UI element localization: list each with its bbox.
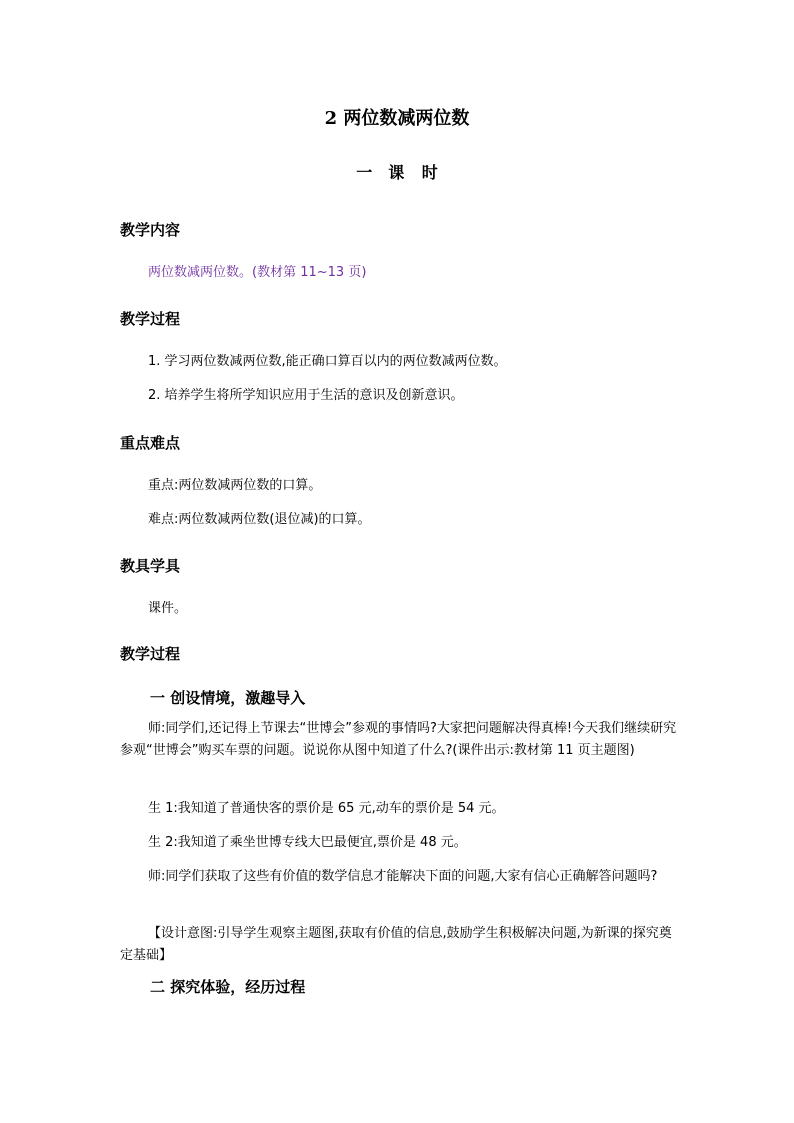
process-heading: 教学过程 xyxy=(120,645,181,663)
goal-item-1: 1. 学习两位数减两位数,能正确口算百以内的两位数减两位数。 xyxy=(148,354,507,369)
lesson-subtitle: 一 课 时 xyxy=(356,163,438,182)
goal-item-2: 2. 培养学生将所学知识应用于生活的意识及创新意识。 xyxy=(148,388,464,403)
step-2-heading: 二 探究体验，经历过程 xyxy=(150,978,306,996)
student-1-paragraph: 生 1:我知道了普通快客的票价是 65 元,动车的票价是 54 元。 xyxy=(148,801,505,816)
teacher-paragraph-1: 师:同学们,还记得上节课去“世博会”参观的事情吗?大家把问题解决得真棒!今天我们继续研究参观“世博会”购买车票的问题。说说你从图中知道了什么?(课件出示:教材第 11 页主题图) xyxy=(120,721,677,758)
difficulty-text: 难点:两位数减两位数(退位减)的口算。 xyxy=(148,512,371,527)
tools-heading: 教具学具 xyxy=(120,557,181,575)
key-point-text: 重点:两位数减两位数的口算。 xyxy=(148,478,322,493)
student-2-paragraph: 生 2:我知道了乘坐世博专线大巴最便宜,票价是 48 元。 xyxy=(148,835,467,850)
design-intent-paragraph: 【设计意图:引导学生观察主题图,获取有价值的信息,鼓励学生积极解决问题,为新课的探究奠定基础】 xyxy=(120,926,672,963)
step-1-heading: 一 创设情境，激趣导入 xyxy=(150,689,306,707)
content-heading: 教学内容 xyxy=(120,221,181,239)
goals-heading: 教学过程 xyxy=(120,310,181,328)
key-points-heading: 重点难点 xyxy=(120,434,181,452)
tools-text: 课件。 xyxy=(148,601,188,616)
document-title: 2 两位数减两位数 xyxy=(324,108,470,129)
content-text: 两位数减两位数。(教材第 11~13 页) xyxy=(148,265,367,280)
teacher-paragraph-2: 师:同学们获取了这些有价值的数学信息才能解决下面的问题,大家有信心正确解答问题吗? xyxy=(148,869,658,884)
